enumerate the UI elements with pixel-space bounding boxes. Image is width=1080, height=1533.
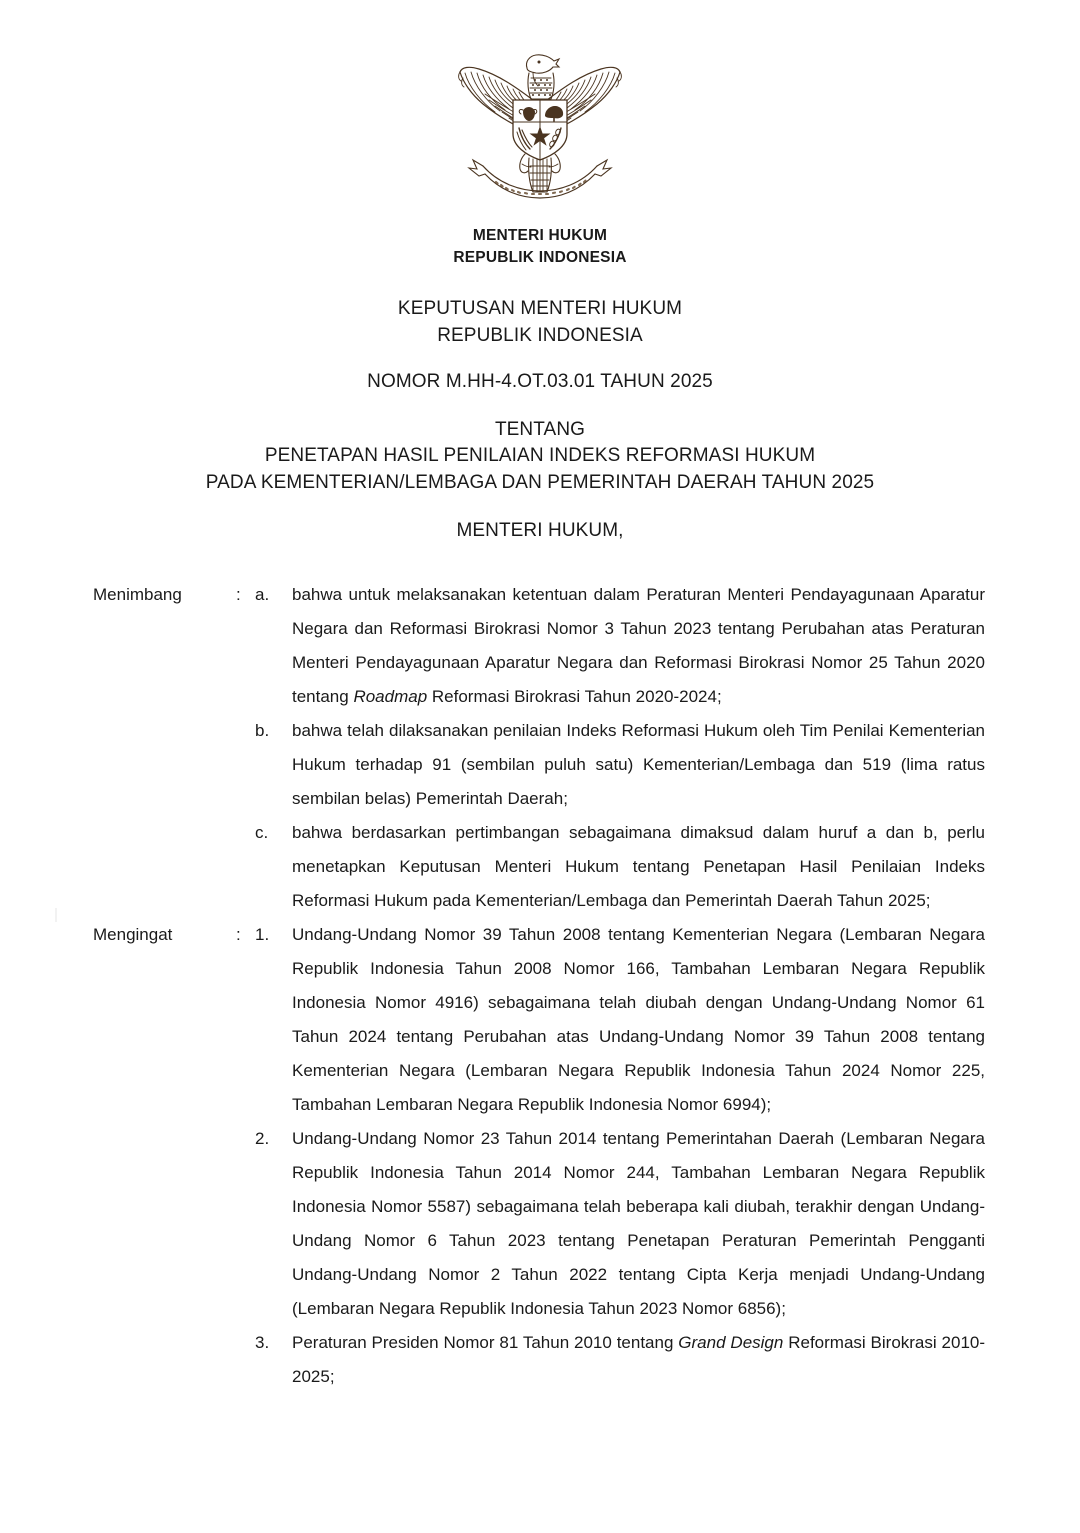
ministry-header-line-1: MENTERI HUKUM bbox=[472, 227, 608, 244]
list-item bbox=[255, 1122, 985, 1326]
list-item bbox=[255, 578, 985, 714]
item-text: Undang-Undang Nomor 39 Tahun 2008 tentang Kementerian Negara (Lembaran Negara Republik Indonesia Tahun 2008 Nomor 166, Tambahan Lembaran Negara Republik Indonesia Nomor 4916) sebagaimana telah diubah dengan Undang-Undang Nomor 61 Tahun 2024 tentang Perubahan atas Undang-Undang Nomor 39 Tahun 2008 tentang Kementerian Negara (Lembaran Negara Republik Indonesia Tahun 2024 Nomor 225, Tambahan Lembaran Negara Republik Indonesia Nomor 6994); bbox=[292, 925, 985, 1114]
about-label: TENTANG bbox=[494, 418, 586, 440]
recalling-items bbox=[0, 918, 1080, 1394]
item-text: Peraturan Presiden Nomor 81 Tahun 2010 tentang Grand Design Reformasi Birokrasi 2010-2025; bbox=[292, 1333, 986, 1386]
item-marker: 2. bbox=[255, 1129, 270, 1148]
garuda-pancasila-emblem bbox=[455, 42, 625, 202]
list-item bbox=[255, 918, 985, 1122]
decree-subject-line-2: PADA KEMENTERIAN/LEMBAGA DAN PEMERINTAH DAERAH TAHUN 2025 bbox=[205, 471, 875, 493]
decree-number: NOMOR M.HH-4.OT.03.01 TAHUN 2025 bbox=[367, 371, 713, 392]
item-marker: b. bbox=[255, 721, 270, 740]
recalling-label: Mengingat bbox=[93, 925, 173, 944]
item-marker: 1. bbox=[255, 925, 270, 944]
recalling-group bbox=[0, 918, 1080, 1394]
considering-group bbox=[0, 578, 1080, 918]
clauses-section bbox=[0, 578, 1080, 1394]
item-text: bahwa telah dilaksanakan penilaian Indeks Reformasi Hukum oleh Tim Penilai Kementerian Hukum terhadap 91 (sembilan puluh satu) Kementerian/Lembaga dan 519 (lima ratus sembilan belas) Pemerintah Daerah; bbox=[292, 721, 985, 808]
item-marker: c. bbox=[255, 823, 269, 842]
title-block bbox=[0, 296, 1080, 545]
decree-title-line-2: REPUBLIK INDONESIA bbox=[437, 324, 643, 346]
item-text: Undang-Undang Nomor 23 Tahun 2014 tentang Pemerintahan Daerah (Lembaran Negara Republik Indonesia Tahun 2014 Nomor 244, Tambahan Lembaran Negara Republik Indonesia Nomor 5587) sebagaimana telah beberapa kali diubah, terakhir dengan Undang-Undang Nomor 6 Tahun 2023 tentang Penetapan Peraturan Pemerintah Pengganti Undang-Undang Nomor 2 Tahun 2022 tentang Cipta Kerja menjadi Undang-Undang (Lembaran Negara Republik Indonesia Tahun 2023 Nomor 6856); bbox=[292, 1129, 985, 1318]
considering-colon: : bbox=[236, 585, 241, 604]
item-text: bahwa berdasarkan pertimbangan sebagaimana dimaksud dalam huruf a dan b, perlu menetapkan Keputusan Menteri Hukum tentang Penetapan Hasil Penilaian Indeks Reformasi Hukum pada Kementerian/Lembaga dan Pemerintah Daerah Tahun 2025; bbox=[292, 823, 985, 910]
item-marker: 3. bbox=[255, 1333, 270, 1352]
decree-title-line-1: KEPUTUSAN MENTERI HUKUM bbox=[397, 298, 683, 319]
considering-items bbox=[0, 578, 1080, 918]
signatory-caption: MENTERI HUKUM, bbox=[456, 520, 624, 541]
decree-subject-line-1: PENETAPAN HASIL PENILAIAN INDEKS REFORMASI HUKUM bbox=[264, 445, 816, 466]
recalling-colon: : bbox=[236, 925, 241, 944]
list-item bbox=[255, 816, 985, 918]
considering-label: Menimbang bbox=[93, 585, 182, 604]
emblem-container bbox=[0, 42, 1080, 207]
ministry-header-line-2: REPUBLIK INDONESIA bbox=[453, 249, 627, 266]
item-marker: a. bbox=[255, 585, 270, 604]
ministry-header bbox=[0, 225, 1080, 269]
list-item bbox=[255, 714, 985, 816]
item-text: bahwa untuk melaksanakan ketentuan dalam Peraturan Menteri Pendayagunaan Aparatur Negara dan Reformasi Birokrasi Nomor 3 Tahun 2023 tentang Perubahan atas Peraturan Menteri Pendayagunaan Aparatur Negara dan Reformasi Birokrasi Nomor 25 Tahun 2020 tentang Roadmap Reformasi Birokrasi Tahun 2020-2024; bbox=[292, 585, 985, 706]
list-item bbox=[255, 1326, 985, 1394]
